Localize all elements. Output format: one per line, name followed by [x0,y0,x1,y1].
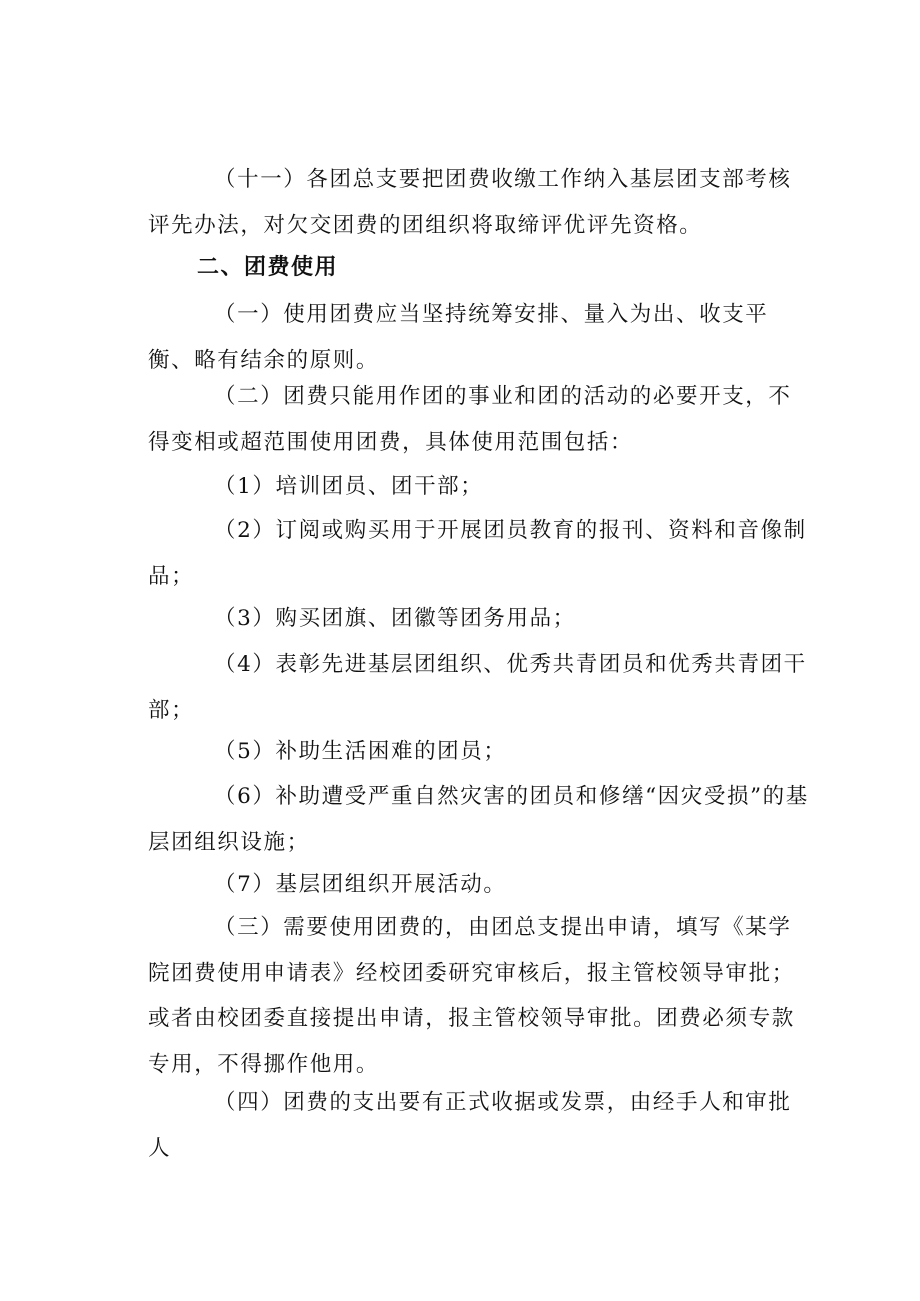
section-heading-fee-usage: 二、团费使用 [197,255,339,280]
list-item-2: （2）订阅或购买用于开展团员教育的报刊、资料和音像制品； [148,518,807,589]
paragraph-fee-assessment: （十一）各团总支要把团费收缴工作纳入基层团支部考核评先办法，对欠交团费的团组织将取缔评优评先资格。 [148,167,792,238]
list-item-3: （3）购买团旗、团徽等团务用品； [214,606,576,631]
list-item-5: （5）补助生活困难的团员； [214,739,507,764]
paragraph-expense-receipts: （四）团费的支出要有正式收据或发票，由经手人和审批人 [148,1090,792,1161]
list-item-7: （7）基层团组织开展活动。 [214,872,507,897]
list-item-6: （6）补助遭受严重自然灾害的团员和修缮“因灾受损”的基层团组织设施； [148,784,809,855]
paragraph-usage-principle: （一）使用团费应当坚持统筹安排、量入为出、收支平衡、略有结余的原则。 [148,302,769,373]
paragraph-usage-scope: （二）团费只能用作团的事业和团的活动的必要开支，不得变相或超范围使用团费，具体使用范围包括： [148,384,792,455]
list-item-1: （1）培训团员、团干部； [214,474,484,499]
paragraph-application-procedure: （三）需要使用团费的，由团总支提出申请，填写《某学院团费使用申请表》经校团委研究审核后，报主管校领导审批；或者由校团委直接提出申请，报主管校领导审批。团费必须专款专用，不得挪作他用。 [148,915,795,1077]
list-item-4: （4）表彰先进基层团组织、优秀共青团员和优秀共青团干部； [148,652,807,723]
